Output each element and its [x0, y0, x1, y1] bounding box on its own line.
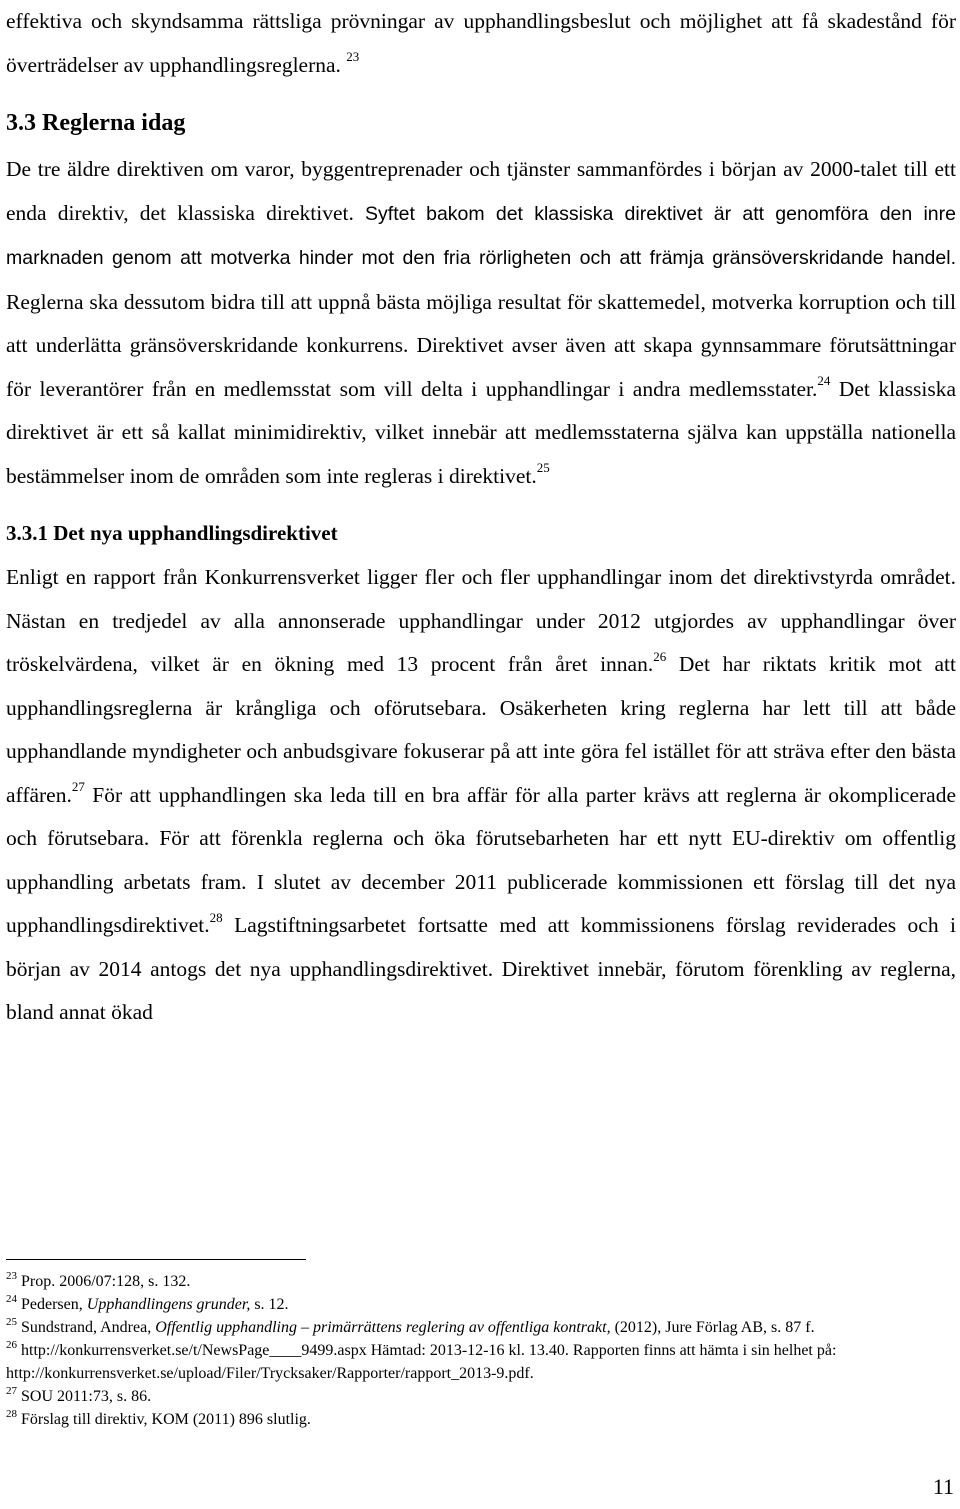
- footnote-24: $^{24}$ Pedersen, Upphandlingens grunder, s. 12.: [6, 1292, 289, 1313]
- footnote-28: $^{28}$ Förslag till direktiv, KOM (2011) 896 slutlig.: [6, 1407, 311, 1428]
- footnote-27: $^{27}$ SOU 2011:73, s. 86.: [6, 1384, 152, 1405]
- footnote-25: $^{25}$ Sundstrand, Andrea, Offentlig upphandling – primärrättens reglering av offentliga kontrakt, (2012), Jure Förlag AB, s. 87 f.: [6, 1315, 815, 1336]
- page-number: 11: [932, 1474, 954, 1499]
- section-heading-3-3: 3.3 Reglerna idag: [6, 110, 186, 136]
- footnote-26-links[interactable]: http://konkurrensverket.se/t/NewsPage____9499.aspx Hämtad: 2013-12-16 kl. 13.40. Rapporten finns att hämta i sin helhet på: http://konkurrensverket.se/upload/Filer/Trycksaker/Rapporter/rapport_2013-9.pdf.: [6, 1342, 837, 1382]
- section-heading-3-3-1: 3.3.1 Det nya upphandlingsdirektivet: [6, 521, 338, 545]
- intro-paragraph: effektiva och skyndsamma rättsliga prövningar av upphandlingsbeslut och möjlighet att få skadestånd för överträdelser av upphandlingsreglerna. $^{23}$: [6, 9, 956, 77]
- footnote-ref-27[interactable]: 27: [71, 779, 85, 795]
- footnote-ref-23[interactable]: 23: [346, 49, 360, 65]
- section-3-3-1-paragraph: Enligt en rapport från Konkurrensverket ligger fler och fler upphandlingar inom det direktivstyrda området. Nästan en tredjedel av alla annonserade upphandlingar under 2012 utgjordes av upphandlingar över tröskelvärdena, vilket är en ökning med 13 procent från året innan.$^{26}$ Det har riktats kritik mot att upphandlingsreglerna är krångliga och oförutsebara. Osäkerheten kring reglerna har lett till att både upphandlande myndigheter och anbudsgivare fokuserar på att inte göra fel istället för att sträva efter den bästa affären.$^{27}$ För att upphandlingen ska leda till en bra affär för alla parter krävs att reglerna är okomplicerade och förutsebara. För att förenkla reglerna och öka förutsebarheten har ett nytt EU-direktiv om offentlig upphandling arbetats fram. I slutet av december 2011 publicerade kommissionen ett förslag till det nya upphandlingsdirektivet.$^{28}$ Lagstiftningsarbetet fortsatte med att kommissionens förslag reviderades och i början av 2014 antogs det nya upphandlingsdirektivet. Direktivet innebär, förutom förenkling av reglerna, bland annat ökad: [6, 565, 957, 1024]
- section-3-3-paragraph: De tre äldre direktiven om varor, byggentreprenader och tjänster sammanfördes i början av 2000-talet till ett enda direktiv, det klassiska direktivet. Syftet bakom det klassiska direktivet är att genomföra den inre marknaden genom att motverka hinder mot den fria rörligheten och att främja gränsöverskridande handel. Reglerna ska dessutom bidra till att uppnå bästa möjliga resultat för skattemedel, motverka korruption och till att underlätta gränsöverskridande konkurrens. Direktivet avser även att skapa gynnsammare förutsättningar för leverantörer från en medlemsstat som vill delta i upphandlingar i andra medlemsstater.$^{24}$ Det klassiska direktivet är ett så kallat minimidirektiv, vilket innebär att medlemsstaterna själva kan uppställa nationella bestämmelser inom de områden som inte regleras i direktivet.$^{25}$: [6, 157, 956, 488]
- footnote-ref-25[interactable]: 25: [536, 460, 550, 476]
- footnote-divider: [6, 1259, 306, 1260]
- document-page: [6, 0, 956, 1035]
- footnotes: [6, 1270, 956, 1431]
- footnote-23: $^{23}$ Prop. 2006/07:128, s. 132.: [6, 1269, 191, 1290]
- footnote-ref-28[interactable]: 28: [209, 909, 223, 925]
- footnote-ref-24[interactable]: 24: [817, 373, 831, 389]
- footnote-26: $^{26}$ http://konkurrensverket.se/t/NewsPage____9499.aspx Hämtad: 2013-12-16 kl. 13.40. Rapporten finns att hämta i sin helhet på: http://konkurrensverket.se/upload/Filer/Trycksaker/Rapporter/rapport_2013-9.pdf.: [6, 1338, 837, 1382]
- footnote-ref-26[interactable]: 26: [653, 648, 667, 664]
